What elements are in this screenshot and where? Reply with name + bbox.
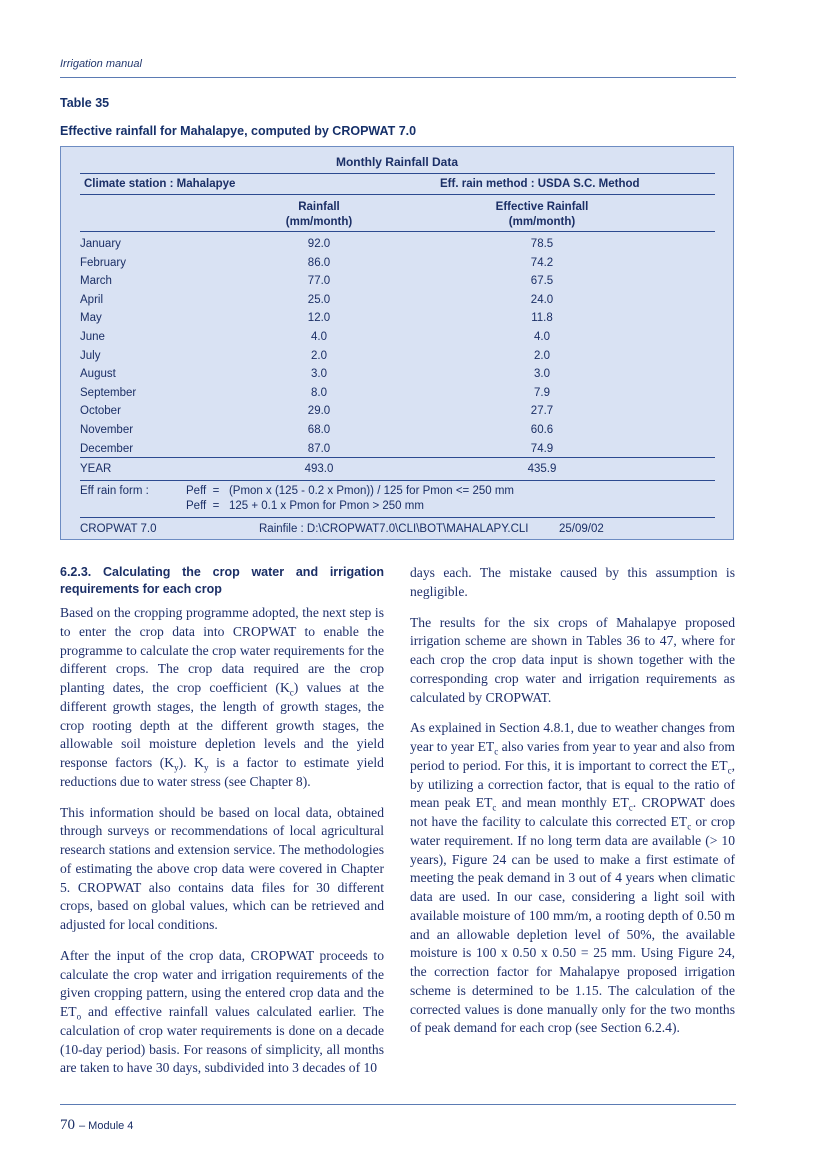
table-rule	[80, 231, 715, 232]
left-column	[60, 564, 384, 1078]
table-rule	[80, 194, 715, 195]
rainfall-value: 68.0	[307, 424, 331, 436]
table-title: Monthly Rainfall Data	[335, 155, 458, 169]
effective-rainfall-value: 78.5	[530, 238, 554, 250]
column-header-rainfall	[219, 200, 419, 230]
text: As explained in Section 4.8.1, due to weather changes from year to year ET	[410, 720, 735, 754]
paragraph	[410, 719, 735, 1038]
month-label: August	[80, 368, 116, 381]
rainfile-path: Rainfile : D:\CROPWAT7.0\CLI\BOT\MAHALAPY.CLI	[259, 523, 529, 535]
month-label: February	[80, 256, 127, 269]
subscript: c	[727, 765, 732, 776]
footer-rule	[60, 1104, 736, 1105]
formula-line-1: Peff = (Pmon x (125 - 0.2 x Pmon)) / 125 for Pmon <= 250 mm	[186, 485, 515, 497]
text: After the input of the crop data, CROPWAT proceeds to calculate the crop water and irrigation requirements of the given cropping pattern, using the entered crop data and the ET	[60, 947, 384, 1019]
subscript: c	[289, 687, 294, 698]
effective-rainfall-value: 60.6	[530, 424, 554, 436]
header-rule	[60, 77, 736, 78]
header-line: Rainfall	[298, 201, 340, 213]
rainfall-value: 3.0	[311, 368, 327, 381]
effective-rainfall-value: 24.0	[530, 293, 554, 306]
effective-rainfall-value: 2.0	[534, 349, 550, 362]
month-label: June	[80, 331, 105, 343]
rainfall-value: 87.0	[307, 442, 331, 455]
eff-rain-method: Eff. rain method : USDA S.C. Method	[440, 178, 640, 190]
text: Based on the cropping programme adopted, the next step is to enter the crop data into CROPWAT to enable the programme to calculate the crop water requirements for the different crops. The crop data required are the crop planting dates, the crop coefficient (K	[60, 605, 384, 695]
table-date: 25/09/02	[559, 523, 604, 535]
subscript: o	[76, 1011, 82, 1022]
effective-rainfall-value: 27.7	[530, 405, 554, 418]
subscript: y	[174, 762, 179, 773]
month-label: July	[80, 349, 101, 362]
month-label: January	[80, 238, 121, 250]
year-rainfall: 493.0	[304, 463, 334, 475]
rainfall-value: 25.0	[307, 293, 331, 306]
paragraph	[60, 604, 384, 792]
table-rule	[80, 173, 715, 174]
text: also varies from year to year and also from period to period. For this, it is important to correct the ET	[410, 739, 735, 773]
table-rule	[80, 480, 715, 481]
page-footer	[60, 1116, 133, 1134]
month-label: December	[80, 442, 134, 455]
header-line: (mm/month)	[285, 216, 353, 228]
effective-rainfall-value: 67.5	[530, 275, 554, 288]
header-line: Effective Rainfall	[495, 201, 589, 213]
month-label: April	[80, 293, 104, 306]
section-heading: 6.2.3. Calculating the crop water and irrigation requirements for each crop	[60, 565, 384, 596]
column-header-effective-rainfall	[442, 200, 642, 230]
rainfall-value: 2.0	[311, 349, 327, 362]
text: and mean monthly ET	[496, 795, 629, 811]
rainfall-value: 86.0	[307, 256, 331, 269]
module-label: – Module 4	[79, 1120, 134, 1132]
text: . CROPWAT does not have the facility to calculate this corrected ET	[410, 795, 735, 829]
running-header: Irrigation manual	[60, 58, 142, 70]
subscript: y	[203, 762, 209, 773]
table-rule	[80, 457, 715, 458]
effective-rainfall-value: 3.0	[534, 368, 550, 381]
paragraph: days each. The mistake caused by this assumption is negligible.	[410, 565, 735, 599]
effective-rainfall-value: 4.0	[534, 331, 550, 343]
right-column	[410, 564, 735, 1038]
rainfall-value: 92.0	[307, 238, 331, 250]
subscript: c	[628, 802, 633, 813]
year-label: YEAR	[80, 463, 112, 475]
text: , by utilizing a correction factor, that is equal to the ratio of mean peak ET	[410, 757, 735, 811]
text: ). K	[178, 755, 204, 770]
effective-rainfall-value: 74.2	[530, 256, 554, 269]
climate-station: Climate station : Mahalapye	[84, 178, 236, 190]
table-number: Table 35	[60, 96, 110, 110]
program-name: CROPWAT 7.0	[80, 523, 157, 535]
text: ) values at the different growth stages, the length of growth stages, the crop rooting depth at the different growth stages, the allowable soil moisture depletion levels and the yield response factors (K	[60, 680, 384, 770]
paragraph	[60, 947, 384, 1078]
text: or crop water requirement. If no long term data are available (> 10 years), Figure 24 can be used to make a first estimate of meeting the peak demand in 3 out of 4 years when climatic data are used. In our case, considering a light soil with available moisture of 100 mm/m, a rooting depth of 0.50 m and an allowable depletion level of 50%, the available moisture is 100 x 0.50 x 0.50 = 25 mm. Using Figure 24, the correction factor for Mahalapye proposed irrigation scheme is determined to be 1.15. The calculation of the corrected values is done manually only for the two months of peak demand for each crop (see Section 6.2.4).	[410, 814, 736, 1036]
year-effective-rainfall: 435.9	[527, 463, 557, 475]
paragraph: This information should be based on local data, obtained through surveys or recommendations of local agricultural research stations and extension service. The methodologies of estimating the above crop data were covered in Chapter 5. CROPWAT also contains data files for 30 different crops, based on global values, which can be retrieved and adjusted for local conditions.	[60, 804, 384, 932]
effective-rainfall-value: 11.8	[531, 312, 553, 325]
text: and effective rainfall values calculated earlier. The calculation of crop water requirements is done on a decade (10-day period) basis. For reasons of simplicity, all months are taken to have 30 days, subdivided into 3 decades of 10	[60, 1004, 384, 1076]
month-label: March	[80, 275, 112, 288]
subscript: c	[687, 821, 692, 832]
rainfall-table	[60, 146, 734, 540]
table-rule	[80, 517, 715, 518]
rainfall-value: 29.0	[307, 405, 331, 418]
rainfall-value: 8.0	[311, 386, 327, 399]
effective-rainfall-value: 7.9	[534, 386, 550, 399]
text: is a factor to estimate yield reductions due to water stress (see Chapter 8).	[60, 755, 384, 789]
month-label: May	[80, 312, 102, 325]
paragraph: The results for the six crops of Mahalapye proposed irrigation scheme are shown in Tables 36 to 47, where for each crop the crop data input is shown together with the corresponding crop water and irrigation requirements as calculated by CROPWAT.	[410, 614, 735, 705]
effective-rainfall-value: 74.9	[530, 442, 554, 455]
subscript: c	[494, 746, 499, 757]
rainfall-value: 4.0	[311, 331, 327, 343]
month-label: October	[80, 405, 121, 418]
formula-line-2: Peff = 125 + 0.1 x Pmon for Pmon > 250 mm	[186, 500, 424, 512]
header-line: (mm/month)	[508, 216, 576, 228]
rainfall-value: 12.0	[307, 312, 331, 325]
month-label: November	[80, 424, 134, 436]
subscript: c	[492, 802, 497, 813]
table-caption: Effective rainfall for Mahalapye, computed by CROPWAT 7.0	[60, 124, 417, 138]
month-label: September	[80, 386, 137, 399]
formula-label: Eff rain form :	[80, 485, 149, 497]
page-number: 70	[60, 1117, 75, 1133]
rainfall-value: 77.0	[307, 275, 331, 288]
